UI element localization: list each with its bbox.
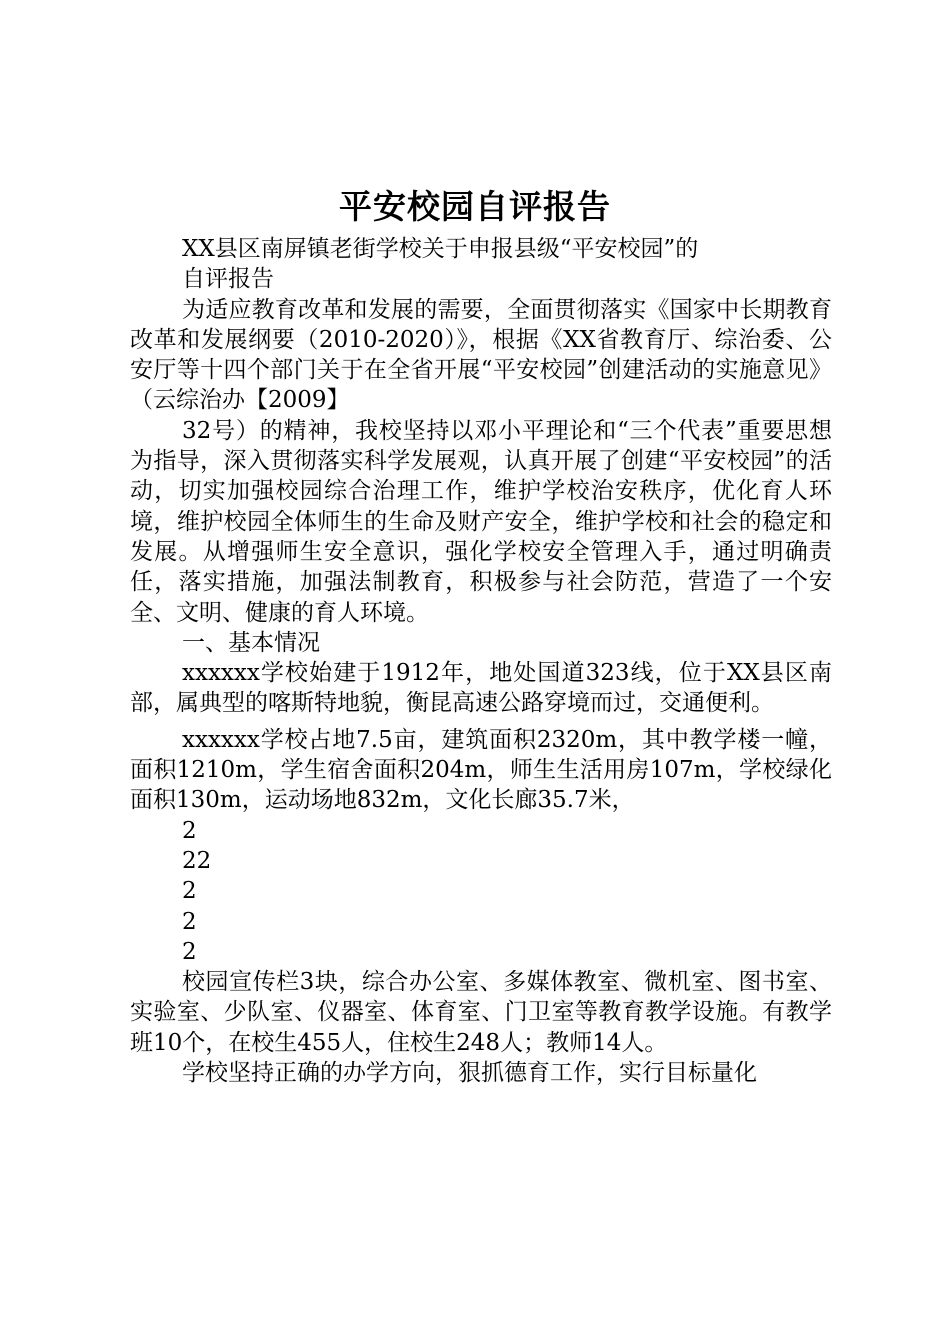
subtitle-line-1: XX县区南屏镇老街学校关于申报县级“平安校园”的 — [182, 236, 699, 262]
page-title: 平安校园自评报告 — [339, 187, 611, 226]
superscript-line: 2 — [182, 878, 197, 905]
superscript-line: 2 — [182, 817, 197, 844]
paragraph-spirit: 32号）的精神，我校坚持以邓小平理论和“三个代表”重要思想为指导，深入贯彻落实科学发展观，认真开展了创建“平安校园”的活动，切实加强校园综合治理工作，维护学校治安秩序，优化育人环境，维护校园全体师生的生命及财产安全，维护学校和社会的稳定和发展。从增强师生安全意识，强化学校安全管理入手，通过明确责任，落实措施，加强法制教育，积极参与社会防范，营造了一个安全、文明、健康的育人环境。 — [130, 417, 832, 626]
paragraph-intro: 为适应教育改革和发展的需要，全面贯彻落实《国家中长期教育改革和发展纲要（2010-2020）》，根据《XX省教育厅、综治委、公安厅等十四个部门关于在全省开展“平安校园”创建活动的实施意见》（云综治办【2009】 — [130, 296, 832, 414]
paragraph-direction: 学校坚持正确的办学方向，狠抓德育工作，实行目标量化 — [182, 1060, 757, 1087]
paragraph-facilities: 校园宣传栏3块，综合办公室、多媒体教室、微机室、图书室、实验室、少队室、仪器室、体育室、门卫室等教育教学设施。有教学班10个，在校生455人，住校生248人；教师14人。 — [130, 969, 832, 1056]
superscript-line: 2 — [182, 908, 197, 935]
superscript-line: 22 — [182, 847, 212, 874]
paragraph-history: xxxxxx学校始建于1912年，地处国道323线，位于XX县区南部，属典型的喀斯特地貌，衡昆高速公路穿境而过，交通便利。 — [130, 660, 832, 717]
subtitle-line-2: 自评报告 — [182, 266, 274, 293]
paragraph-area: xxxxxx学校占地7.5亩，建筑面积2320m，其中教学楼一幢，面积1210m，学生宿舍面积204m，师生生活用房107m，学校绿化面积130m，运动场地832m，文化长廊35.7米， — [130, 726, 832, 814]
section-heading-basic: 一、基本情况 — [182, 629, 320, 656]
superscript-line: 2 — [182, 938, 197, 965]
document-body — [130, 234, 832, 1088]
